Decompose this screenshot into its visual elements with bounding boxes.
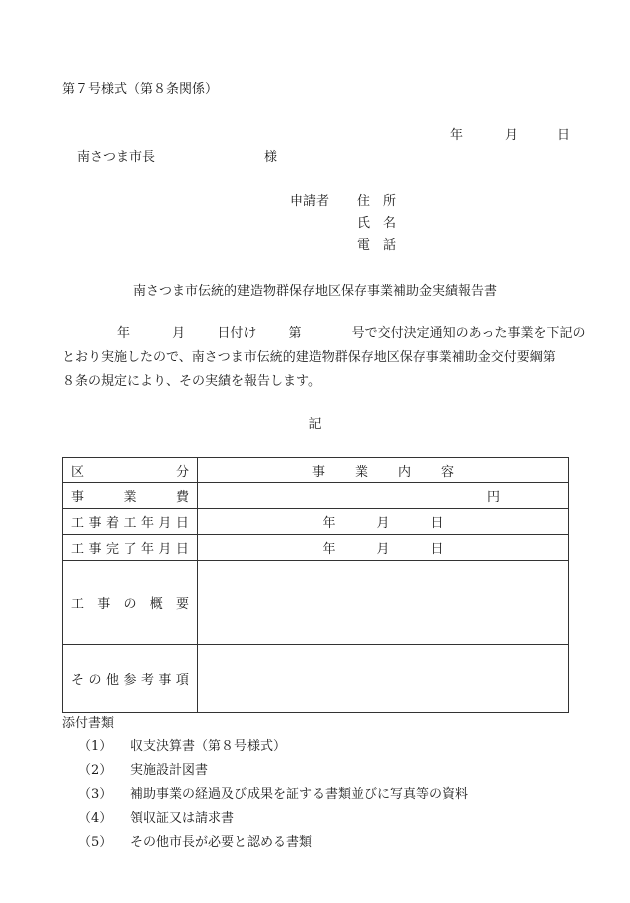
form-number: 第７号様式（第８条関係） — [62, 82, 219, 97]
body-line1-rest: 号で交付決定通知のあった事業を下記の — [351, 326, 586, 341]
name-label-2: 名 — [383, 216, 397, 231]
body-line-1 — [62, 322, 586, 346]
ki-heading: 記 — [308, 417, 322, 432]
list-item: （2） 実施設計図書 — [78, 763, 209, 778]
header-left-cell: 区 分 — [63, 458, 198, 483]
name-label-1: 氏 — [357, 216, 371, 231]
table-row — [63, 645, 569, 713]
addressee-name: 南さつま市長 — [77, 150, 156, 165]
body-date-suffix: 日付け — [217, 326, 257, 341]
row-value-chakkou[interactable]: 年 月 日 — [198, 509, 569, 535]
attachments-title: 添付書類 — [62, 716, 115, 731]
date-month: 月 — [505, 128, 519, 143]
header-right-cell: 事 業 内 容 — [198, 458, 569, 483]
row-label-gaiyou: 工 事 の 概 要 — [63, 561, 198, 645]
body-month: 月 — [172, 326, 186, 341]
table-header-row — [63, 458, 569, 483]
row-label-chakkou: 工 事 着 工 年 月 日 — [63, 509, 198, 535]
row-value-gaiyou[interactable] — [198, 561, 569, 645]
list-item: （5） その他市長が必要と認める書類 — [78, 835, 313, 850]
report-table — [62, 457, 569, 713]
phone-label-2: 話 — [383, 238, 397, 253]
row-value-jigyouhi[interactable]: 円 — [198, 483, 569, 509]
row-label-kanryou: 工 事 完 了 年 月 日 — [63, 535, 198, 561]
body-paragraph — [62, 322, 586, 394]
table-row — [63, 509, 569, 535]
row-label-jigyouhi: 事 業 費 — [63, 483, 198, 509]
table-row — [63, 535, 569, 561]
table-row — [63, 561, 569, 645]
row-value-kanryou[interactable]: 年 月 日 — [198, 535, 569, 561]
address-label-2: 所 — [383, 194, 397, 209]
addressee-honorific: 様 — [264, 150, 278, 165]
body-year: 年 — [117, 326, 131, 341]
list-item: （4） 領収証又は請求書 — [78, 811, 235, 826]
row-label-sonota: そ の 他 参 考 事 項 — [63, 645, 198, 713]
list-item: （1） 収支決算書（第８号様式） — [78, 739, 287, 754]
applicant-label: 申請者 — [290, 194, 330, 209]
list-item: （3） 補助事業の経過及び成果を証する書類並びに写真等の資料 — [78, 787, 469, 802]
body-line-3: ８条の規定により、その実績を報告します。 — [62, 374, 321, 389]
document-title: 南さつま市伝統的建造物群保存地区保存事業補助金実績報告書 — [132, 284, 497, 299]
table-row — [63, 483, 569, 509]
attachments-list — [78, 735, 468, 855]
date-year: 年 — [450, 128, 464, 143]
body-dai: 第 — [288, 326, 302, 341]
row-value-sonota[interactable] — [198, 645, 569, 713]
address-label-1: 住 — [357, 194, 371, 209]
phone-label-1: 電 — [357, 238, 371, 253]
body-line-2: とおり実施したので、南さつま市伝統的建造物群保存地区保存事業補助金交付要綱第 — [62, 350, 556, 365]
date-day: 日 — [557, 128, 571, 143]
